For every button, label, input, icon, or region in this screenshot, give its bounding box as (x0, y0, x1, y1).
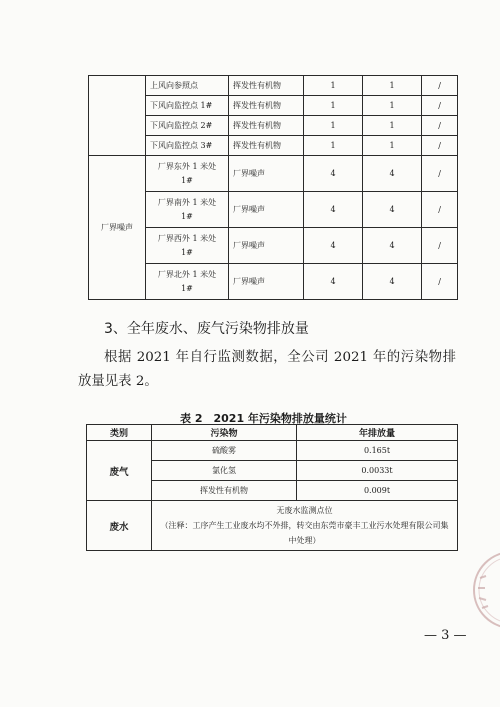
location-cell (146, 228, 229, 264)
item-cell: 厂界噪声 (229, 156, 304, 192)
location-cell: 下风向监控点 2# (146, 116, 229, 136)
value-cell: 1 (304, 76, 363, 96)
item-cell: 挥发性有机物 (229, 136, 304, 156)
value-cell: 1 (363, 76, 422, 96)
pollutant-cell: 氯化氢 (152, 461, 297, 481)
location-line: 1# (181, 283, 193, 293)
item-cell: 挥发性有机物 (229, 96, 304, 116)
value-cell: / (422, 156, 458, 192)
emissions-table (86, 424, 458, 551)
table-row (89, 76, 458, 96)
group-cell-noise: 厂界噪声 (89, 156, 146, 300)
item-cell: 挥发性有机物 (229, 76, 304, 96)
location-cell: 上风向参照点 (146, 76, 229, 96)
value-cell: 4 (363, 228, 422, 264)
wastewater-note-cell (152, 501, 458, 551)
value-cell: 1 (304, 116, 363, 136)
column-header: 类别 (87, 425, 152, 441)
table-header-row (87, 425, 458, 441)
value-cell: 4 (304, 156, 363, 192)
item-cell: 厂界噪声 (229, 228, 304, 264)
seal-stamp-icon (470, 548, 500, 632)
category-cell: 废气 (87, 441, 152, 501)
value-cell: / (422, 192, 458, 228)
value-cell: 1 (304, 136, 363, 156)
table-row (87, 441, 458, 461)
value-cell: 4 (304, 228, 363, 264)
wastewater-note-detail: （注释：工序产生工业废水均不外排，转交由东莞市豪丰工业污水处理有限公司集中处理） (160, 521, 449, 545)
value-cell: 4 (363, 264, 422, 300)
body-paragraph: 根据 2021 年自行监测数据，全公司 2021 年的污染物排放量见表 2。 (78, 350, 456, 389)
value-cell: / (422, 228, 458, 264)
location-line: 1# (181, 247, 193, 257)
item-cell: 厂界噪声 (229, 192, 304, 228)
location-cell: 下风向监控点 1# (146, 96, 229, 116)
value-cell: 1 (363, 116, 422, 136)
pollutant-cell: 硫酸雾 (152, 441, 297, 461)
monitoring-table (88, 75, 458, 300)
value-cell: 4 (363, 156, 422, 192)
value-cell: 4 (304, 264, 363, 300)
location-cell: 下风向监控点 3# (146, 136, 229, 156)
value-cell: 1 (363, 96, 422, 116)
location-line: 厂界东外 1 米处 (157, 161, 217, 171)
section-heading: 3、全年废水、废气污染物排放量 (104, 321, 309, 337)
value-cell: 4 (304, 192, 363, 228)
location-cell (146, 264, 229, 300)
column-header: 年排放量 (297, 425, 458, 441)
location-line: 厂界南外 1 米处 (157, 197, 217, 207)
location-line: 1# (181, 211, 193, 221)
page-number: — 3 — (424, 628, 467, 643)
location-line: 厂界北外 1 米处 (157, 269, 217, 279)
location-line: 1# (181, 175, 193, 185)
item-cell: 挥发性有机物 (229, 116, 304, 136)
table-caption: 表 2 2021 年污染物排放量统计 (180, 412, 347, 425)
value-cell: / (422, 96, 458, 116)
table-row (87, 501, 458, 551)
wastewater-note-line: 无废水监测点位 (276, 506, 333, 515)
pollutant-cell: 挥发性有机物 (152, 481, 297, 501)
location-cell (146, 156, 229, 192)
value-cell: / (422, 116, 458, 136)
table-row (89, 156, 458, 192)
amount-cell: 0.009t (297, 481, 458, 501)
value-cell: / (422, 76, 458, 96)
value-cell: / (422, 264, 458, 300)
value-cell: 4 (363, 192, 422, 228)
amount-cell: 0.0033t (297, 461, 458, 481)
category-cell: 废水 (87, 501, 152, 551)
location-line: 厂界西外 1 米处 (157, 233, 217, 243)
value-cell: 1 (363, 136, 422, 156)
value-cell: / (422, 136, 458, 156)
column-header: 污染物 (152, 425, 297, 441)
value-cell: 1 (304, 96, 363, 116)
location-cell (146, 192, 229, 228)
group-cell-gas (89, 76, 146, 156)
item-cell: 厂界噪声 (229, 264, 304, 300)
amount-cell: 0.165t (297, 441, 458, 461)
seal-stamp-graphic (470, 548, 500, 632)
